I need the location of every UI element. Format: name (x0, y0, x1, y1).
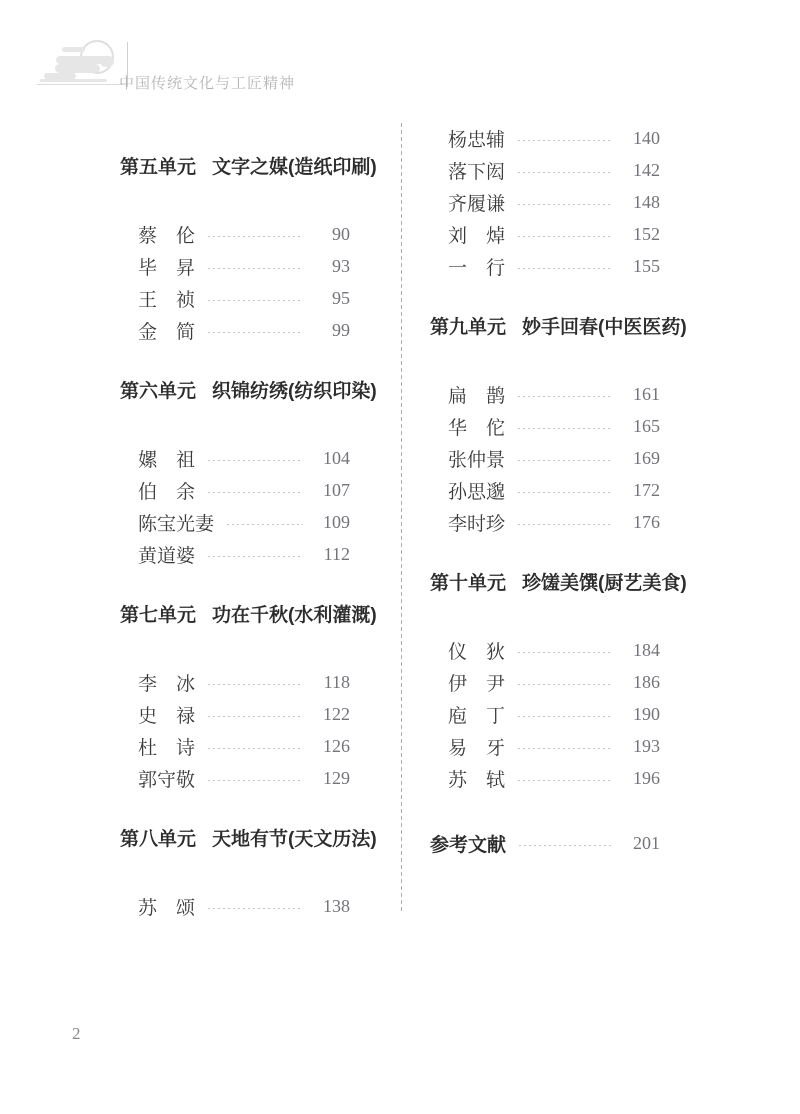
dotted-leader (208, 556, 303, 557)
entry-page-number: 169 (633, 447, 660, 468)
toc-section (430, 122, 660, 282)
folio-page-number: 2 (72, 1024, 81, 1043)
entry-list (430, 827, 660, 859)
dotted-leader (518, 236, 613, 237)
entry-name: 张仲景 (448, 449, 506, 471)
entry-page-number: 142 (633, 159, 660, 180)
dotted-leader (518, 492, 613, 493)
entry-list (120, 218, 350, 346)
entry-page-number: 109 (323, 511, 350, 532)
dotted-leader (518, 428, 613, 429)
dotted-leader (518, 684, 613, 685)
entry-page-number: 107 (323, 479, 350, 500)
entry-name: 易牙 (448, 737, 505, 759)
dotted-leader (208, 236, 303, 237)
entry-page-number: 99 (332, 319, 350, 340)
unit-title: 功在千秋(水利灌溉) (212, 605, 377, 626)
dotted-leader (518, 204, 613, 205)
unit-number: 第七单元 (120, 605, 197, 626)
dotted-leader (518, 524, 613, 525)
toc-entry (138, 314, 350, 346)
entry-name: 王祯 (138, 289, 195, 311)
dotted-leader (518, 716, 613, 717)
entry-list (120, 890, 350, 922)
dotted-leader (208, 716, 303, 717)
entry-name: 参考文献 (430, 834, 507, 856)
entry-page-number: 129 (323, 767, 350, 788)
entry-page-number: 140 (633, 127, 660, 148)
entry-list (430, 122, 660, 282)
toc-column-left (120, 155, 377, 955)
entry-name: 史禄 (138, 705, 195, 727)
unit-number: 第八单元 (120, 829, 197, 850)
entry-page-number: 95 (332, 287, 350, 308)
toc-section (120, 603, 377, 794)
entry-name: 陈宝光妻 (138, 513, 215, 535)
entry-name: 华佗 (448, 417, 505, 439)
entry-page-number: 122 (323, 703, 350, 724)
unit-number: 第九单元 (430, 317, 507, 338)
toc-entry (448, 762, 660, 794)
entry-name: 蔡伦 (138, 225, 195, 247)
dotted-leader (208, 268, 303, 269)
entry-page-number: 184 (633, 639, 660, 660)
book-title: 中国传统文化与工匠精神 (119, 75, 296, 92)
section-heading (430, 571, 687, 597)
entry-list (120, 442, 350, 570)
section-heading (120, 827, 377, 853)
entry-page-number: 176 (633, 511, 660, 532)
toc-entry (448, 410, 660, 442)
toc-section (430, 571, 687, 794)
entry-name: 李时珍 (448, 513, 506, 535)
entry-page-number: 152 (633, 223, 660, 244)
section-heading (120, 379, 377, 405)
entry-page-number: 118 (323, 671, 350, 692)
entry-name: 金简 (138, 321, 195, 343)
unit-number: 第十单元 (430, 573, 507, 594)
toc-entry (138, 762, 350, 794)
entry-page-number: 148 (633, 191, 660, 212)
unit-title: 织锦纺绣(纺织印染) (212, 381, 377, 402)
entry-list (120, 666, 350, 794)
dotted-leader (208, 684, 303, 685)
entry-page-number: 190 (633, 703, 660, 724)
entry-name: 苏颂 (138, 897, 195, 919)
toc-entry (138, 506, 350, 538)
dotted-leader (518, 652, 613, 653)
toc-entry (138, 698, 350, 730)
toc-section (120, 155, 377, 346)
entry-page-number: 93 (332, 255, 350, 276)
toc-entry (448, 442, 660, 474)
entry-page-number: 165 (633, 415, 660, 436)
entry-name: 杜诗 (138, 737, 195, 759)
entry-page-number: 161 (633, 383, 660, 404)
entry-name: 庖丁 (448, 705, 505, 727)
entry-name: 一行 (448, 257, 505, 279)
dotted-leader (208, 332, 303, 333)
section-heading (120, 603, 377, 629)
dotted-leader (518, 780, 613, 781)
toc-entry (138, 730, 350, 762)
dotted-leader (208, 908, 303, 909)
entry-list (430, 378, 660, 538)
toc-entry (448, 186, 660, 218)
entry-page-number: 193 (633, 735, 660, 756)
dotted-leader (227, 524, 303, 525)
section-heading (120, 155, 377, 181)
unit-title: 天地有节(天文历法) (212, 829, 377, 850)
dotted-leader (208, 492, 303, 493)
entry-name: 李冰 (138, 673, 195, 695)
unit-title: 珍馐美馔(厨艺美食) (522, 573, 687, 594)
entry-page-number: 196 (633, 767, 660, 788)
unit-number: 第五单元 (120, 157, 197, 178)
toc-entry (138, 666, 350, 698)
unit-title: 文字之媒(造纸印刷) (212, 157, 377, 178)
unit-title: 妙手回春(中医医药) (522, 317, 687, 338)
dotted-leader (208, 300, 303, 301)
entry-name: 仪狄 (448, 641, 505, 663)
entry-name: 扁鹊 (448, 385, 505, 407)
toc-entry (138, 538, 350, 570)
entry-name: 孙思邈 (448, 481, 506, 503)
entry-name: 落下闳 (448, 161, 506, 183)
dotted-leader (518, 268, 613, 269)
entry-name: 伯余 (138, 481, 195, 503)
toc-entry (138, 442, 350, 474)
entry-name: 杨忠辅 (448, 129, 506, 151)
entry-page-number: 172 (633, 479, 660, 500)
dotted-leader (208, 780, 303, 781)
toc-section (430, 315, 687, 538)
entry-name: 嫘祖 (138, 449, 195, 471)
entry-name: 苏轼 (448, 769, 505, 791)
dotted-leader (518, 460, 613, 461)
entry-list (430, 634, 660, 794)
dotted-leader (518, 396, 613, 397)
toc-entry (448, 154, 660, 186)
dotted-leader (208, 460, 303, 461)
entry-name: 刘焯 (448, 225, 505, 247)
entry-name: 齐履谦 (448, 193, 506, 215)
toc-section (430, 827, 660, 859)
unit-number: 第六单元 (120, 381, 197, 402)
entry-page-number: 138 (323, 895, 350, 916)
toc-entry (448, 698, 660, 730)
toc-column-right (430, 122, 687, 892)
dotted-leader (518, 172, 613, 173)
toc-entry (138, 282, 350, 314)
column-divider (401, 123, 402, 913)
dotted-leader (519, 845, 613, 846)
entry-name: 毕昇 (138, 257, 195, 279)
entry-page-number: 126 (323, 735, 350, 756)
entry-page-number: 186 (633, 671, 660, 692)
entry-page-number: 104 (323, 447, 350, 468)
dotted-leader (518, 748, 613, 749)
toc-entry (138, 890, 350, 922)
dotted-leader (208, 748, 303, 749)
toc-entry (430, 827, 660, 859)
entry-page-number: 90 (332, 223, 350, 244)
toc-entry (448, 730, 660, 762)
entry-page-number: 201 (633, 832, 660, 853)
toc-entry (138, 474, 350, 506)
toc-entry (448, 474, 660, 506)
toc-entry (448, 634, 660, 666)
toc-entry (448, 122, 660, 154)
toc-entry (448, 250, 660, 282)
entry-page-number: 155 (633, 255, 660, 276)
toc-entry (138, 250, 350, 282)
toc-section (120, 827, 377, 922)
toc-entry (448, 666, 660, 698)
toc-entry (448, 506, 660, 538)
entry-page-number: 112 (323, 543, 350, 564)
entry-name: 黄道婆 (138, 545, 196, 567)
toc-entry (448, 378, 660, 410)
toc-entry (138, 218, 350, 250)
toc-section (120, 379, 377, 570)
header-rule (37, 84, 128, 85)
toc-entry (448, 218, 660, 250)
entry-name: 郭守敬 (138, 769, 196, 791)
entry-name: 伊尹 (448, 673, 505, 695)
dotted-leader (518, 140, 613, 141)
section-heading (430, 315, 687, 341)
